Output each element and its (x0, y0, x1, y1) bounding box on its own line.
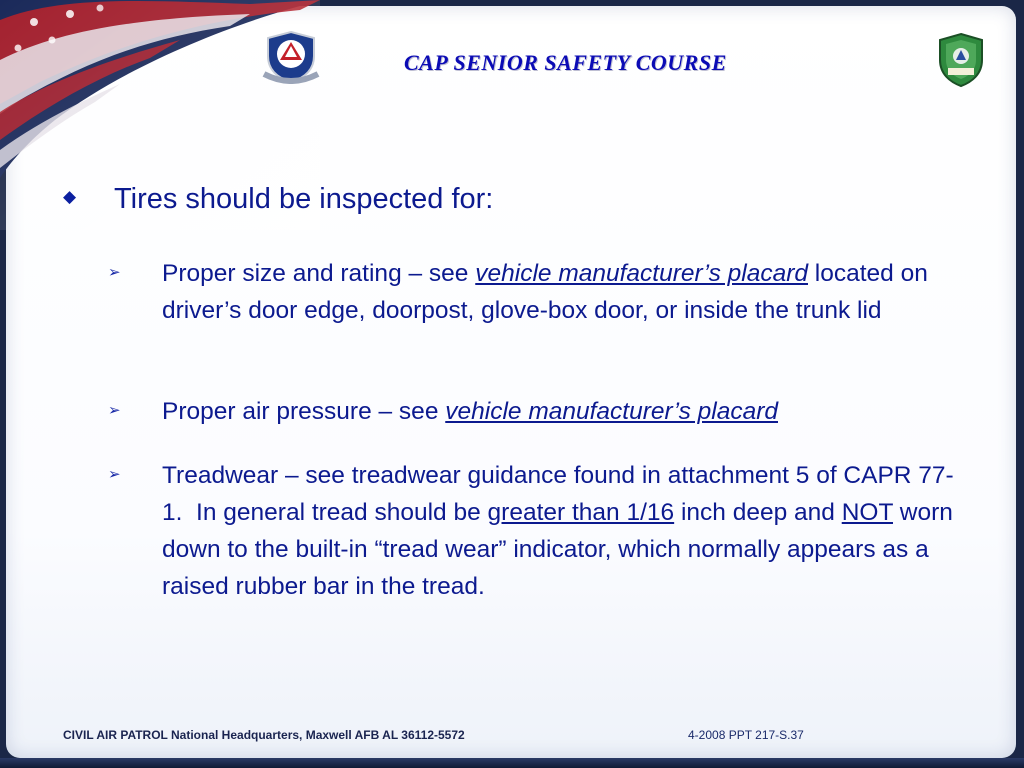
text-segment: worn down to the built-in “tread wear” indicator, which normally appears as a raised rubber bar in the tread. (162, 499, 953, 600)
main-heading: Tires should be inspected for: (114, 183, 494, 215)
sub-item-text (162, 393, 962, 430)
tread-depth-emphasis: greater than 1/16 (487, 499, 675, 526)
not-emphasis: NOT (841, 499, 893, 526)
bottom-bar (0, 758, 1024, 768)
course-title: CAP SENIOR SAFETY COURSE (404, 50, 727, 75)
placard-reference: vehicle manufacturer’s placard (445, 398, 778, 425)
arrow-bullet-icon: ➢ (108, 402, 121, 419)
diamond-bullet-icon: ◆ (63, 187, 77, 206)
text-segment: inch deep and (674, 499, 842, 526)
text-segment: located on driver’s door edge, doorpost, glove-box door, or inside the trunk lid (162, 260, 928, 324)
arrow-bullet-icon: ➢ (108, 466, 121, 483)
text-segment: Proper air pressure – see (162, 398, 446, 425)
text-segment: Treadwear – see treadwear guidance found in attachment 5 of CAPR 77-1. In general tread should be (162, 462, 954, 526)
footer-slide-id: 4-2008 PPT 217-S.37 (688, 728, 804, 742)
placard-reference: vehicle manufacturer’s placard (475, 260, 808, 287)
sub-item-text (162, 255, 962, 329)
text-segment: Proper size and rating – see (162, 260, 476, 287)
footer-organization: CIVIL AIR PATROL National Headquarters, Maxwell AFB AL 36112-5572 (63, 728, 465, 742)
arrow-bullet-icon: ➢ (108, 264, 121, 281)
sub-item-text (162, 457, 962, 605)
